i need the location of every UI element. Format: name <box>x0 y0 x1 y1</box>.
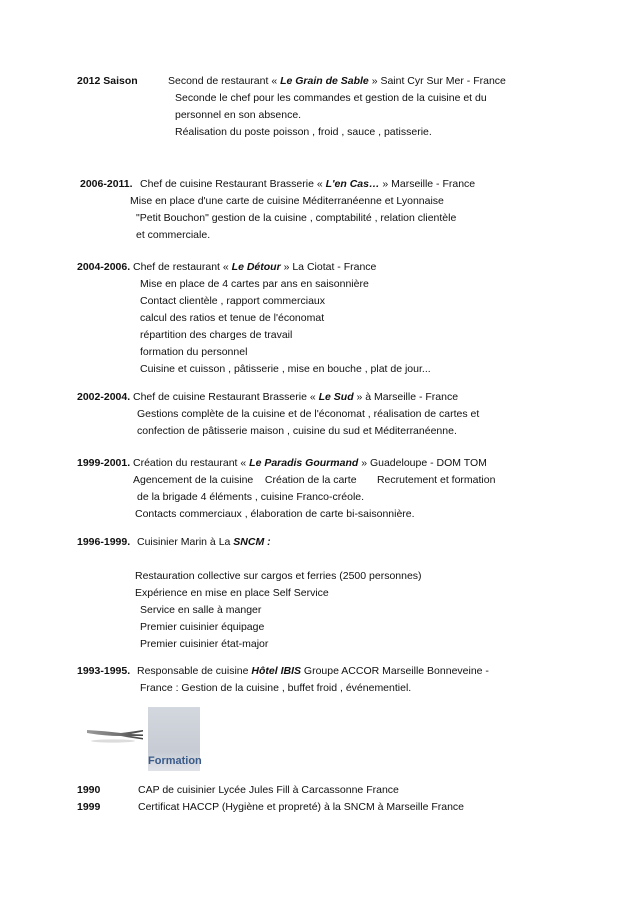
restaurant-name: Le Paradis Gourmand <box>249 457 359 469</box>
entry-detail: Service en salle à manger <box>140 604 262 616</box>
entry-detail: Contacts commerciaux , élaboration de carte bi-saisonnière. <box>135 508 415 520</box>
formation-year: 1990 <box>77 784 101 796</box>
entry-title: Chef de cuisine Restaurant Brasserie « L'en Cas… » Marseille - France <box>140 178 476 190</box>
entry-period: 2002-2004. <box>77 391 131 403</box>
entry-detail: Premier cuisinier état-major <box>140 638 269 650</box>
restaurant-name: Hôtel IBIS <box>251 665 302 677</box>
entry-detail: Agencement de la cuisine Création de la carte Recrutement et formation <box>133 474 496 486</box>
entry-detail: et commerciale. <box>136 229 211 241</box>
entry-period: 1993-1995. <box>77 665 131 677</box>
formation-heading: Formation <box>148 755 202 767</box>
entry-title: Second de restaurant « Le Grain de Sable » Saint Cyr Sur Mer - France <box>168 75 506 87</box>
entry-title: Chef de cuisine Restaurant Brasserie « Le Sud » à Marseille - France <box>133 391 459 403</box>
entry-detail: confection de pâtisserie maison , cuisine du sud et Méditerranéenne. <box>137 425 457 437</box>
entry-period: 2004-2006. <box>77 261 131 273</box>
entry-title: Cuisinier Marin à La SNCM : <box>137 536 271 548</box>
entry-period: 1999-2001. <box>77 457 131 469</box>
formation-year: 1999 <box>77 801 101 813</box>
entry-title: Responsable de cuisine Hôtel IBIS Groupe ACCOR Marseille Bonneveine - <box>137 665 489 677</box>
entry-detail: France : Gestion de la cuisine , buffet froid , événementiel. <box>140 682 412 694</box>
restaurant-name: L'en Cas… <box>325 178 380 190</box>
restaurant-name: Le Grain de Sable <box>280 75 369 87</box>
entry-title: Chef de restaurant « Le Détour » La Ciotat - France <box>133 261 377 273</box>
entry-detail: formation du personnel <box>140 346 248 358</box>
entry-detail: Mise en place de 4 cartes par ans en saisonnière <box>140 278 369 290</box>
formation-text: CAP de cuisinier Lycée Jules Fill à Carcassonne France <box>138 784 399 796</box>
entry-detail: Gestions complète de la cuisine et de l'économat , réalisation de cartes et <box>137 408 480 420</box>
entry-title: Création du restaurant « Le Paradis Gourmand » Guadeloupe - DOM TOM <box>133 457 487 469</box>
entry-detail: Contact clientèle , rapport commerciaux <box>140 295 325 307</box>
entry-detail: personnel en son absence. <box>175 109 302 121</box>
entry-detail: de la brigade 4 éléments , cuisine Franco-créole. <box>137 491 365 503</box>
entry-period: 1996-1999. <box>77 536 131 548</box>
restaurant-name: SNCM : <box>233 536 271 548</box>
entry-detail: Premier cuisinier équipage <box>140 621 265 633</box>
entry-detail: Expérience en mise en place Self Service <box>135 587 329 599</box>
entry-period: 2006-2011. <box>80 178 133 190</box>
entry-detail: Réalisation du poste poisson , froid , sauce , patisserie. <box>175 126 432 138</box>
formation-text: Certificat HACCP (Hygiène et propreté) à la SNCM à Marseille France <box>138 801 465 813</box>
restaurant-name: Le Sud <box>318 391 354 403</box>
entry-detail: calcul des ratios et tenue de l'économat <box>140 312 325 324</box>
fork-icon <box>85 724 145 744</box>
entry-detail: répartition des charges de travail <box>140 329 293 341</box>
entry-detail: "Petit Bouchon" gestion de la cuisine , comptabilité , relation clientèle <box>136 212 457 224</box>
restaurant-name: Le Détour <box>231 261 281 273</box>
entry-detail: Restauration collective sur cargos et ferries (2500 personnes) <box>135 570 422 582</box>
entry-detail: Seconde le chef pour les commandes et gestion de la cuisine et du <box>175 92 487 104</box>
entry-detail: Mise en place d'une carte de cuisine Méditerranéenne et Lyonnaise <box>130 195 444 207</box>
entry-detail: Cuisine et cuisson , pâtisserie , mise en bouche , plat de jour... <box>140 363 431 375</box>
entry-period: 2012 Saison <box>77 75 138 87</box>
